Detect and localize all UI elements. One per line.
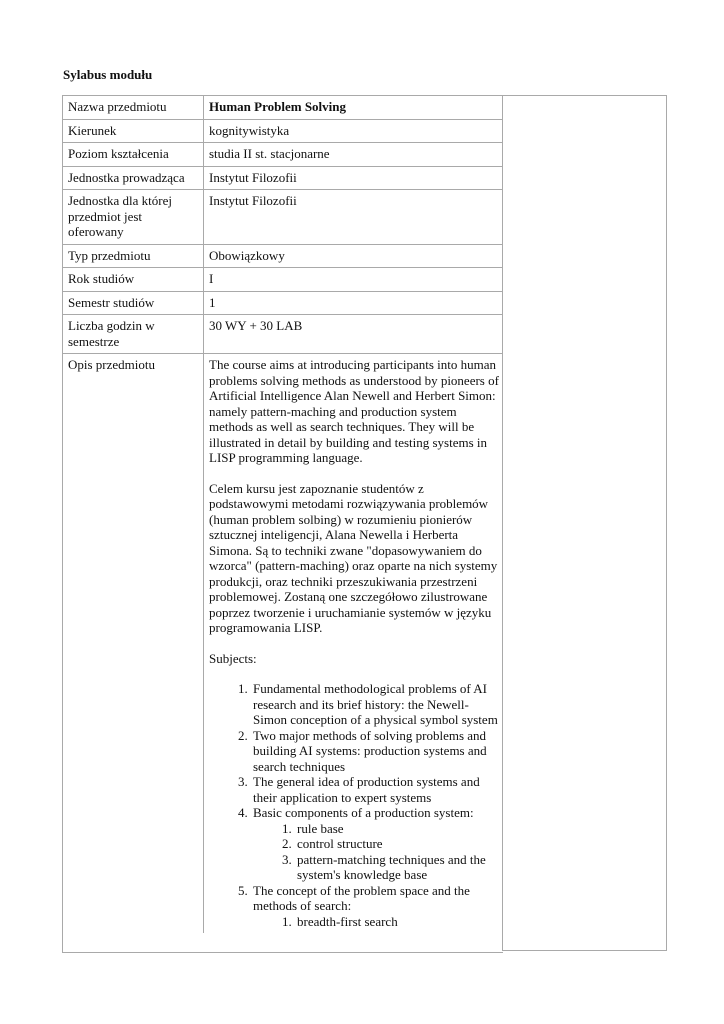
table-row (63, 166, 503, 190)
subject-text: Two major methods of solving problems and building AI systems: production systems and search techniques (253, 727, 487, 774)
syllabus-table-frame (62, 95, 503, 953)
course-name-value: Human Problem Solving (204, 96, 504, 119)
table-row (63, 315, 503, 354)
empty-side-column (502, 95, 667, 951)
table-row (63, 354, 503, 934)
list-item (251, 774, 499, 805)
table-row (63, 244, 503, 268)
row-value: Instytut Filozofii (204, 190, 504, 245)
subject-text: Basic components of a production system: (253, 805, 474, 820)
sub-item-text: breadth-first search (297, 913, 398, 929)
subjects-list (209, 681, 499, 929)
subject-text: Fundamental methodological problems of AI research and its brief history: the Newell-Simon conception of a physical symbol system (253, 681, 498, 727)
sub-list (253, 821, 499, 883)
table-row (63, 291, 503, 315)
description-polish: Celem kursu jest zapoznanie studentów z podstawowymi metodami rozwiązywania problemów (human problem solbing) w rozumieniu pionierów sztucznej inteligencji, Alana Newella i Herberta Simona. Są to techniki zwane "dopasowywaniem do wzorca" (pattern-maching) oraz oparte na nich systemy produkcji, oraz techniki przeszukiwania przestrzeni problemowej. Zostaną one szczegółowo zilustrowane poprzez tworzenie i uruchamianie systemów w języku programowania LISP. (209, 480, 498, 635)
subject-text: The concept of the problem space and the methods of search: (253, 882, 470, 913)
course-description (204, 354, 504, 934)
row-label: Typ przedmiotu (63, 244, 204, 268)
table-row (63, 96, 503, 119)
syllabus-table (63, 96, 503, 933)
list-item (295, 821, 499, 837)
row-value: kognitywistyka (204, 119, 504, 143)
row-label: Opis przedmiotu (63, 354, 204, 934)
row-value: 30 WY + 30 LAB (204, 315, 504, 354)
description-english: The course aims at introducing participants into human problems solving methods as understood by pioneers of Artificial Intelligence Alan Newell and Herbert Simon: namely pattern-maching and production system methods as well as search techniques. They will be illustrated in detail by building and testing systems in LISP programming language. (209, 357, 499, 465)
row-label: Poziom kształcenia (63, 143, 204, 167)
sub-item-text: rule base (297, 820, 344, 836)
list-item (251, 883, 499, 930)
table-row (63, 190, 503, 245)
list-item (295, 852, 499, 883)
row-value: Obowiązkowy (204, 244, 504, 268)
row-value: I (204, 268, 504, 292)
row-label: Nazwa przedmiotu (63, 96, 204, 119)
row-value: Instytut Filozofii (204, 166, 504, 190)
list-item (251, 728, 499, 775)
table-row (63, 143, 503, 167)
sub-list (253, 914, 499, 930)
list-item (251, 681, 499, 728)
subject-text: The general idea of production systems and their application to expert systems (253, 774, 480, 805)
row-label: Jednostka prowadząca (63, 166, 204, 190)
row-value: 1 (204, 291, 504, 315)
sub-item-text: pattern-matching techniques and the system's knowledge base (297, 851, 486, 882)
table-row (63, 268, 503, 292)
list-item (295, 836, 499, 852)
sub-item-text: control structure (297, 836, 383, 851)
row-label: Rok studiów (63, 268, 204, 292)
row-value: studia II st. stacjonarne (204, 143, 504, 167)
row-label: Kierunek (63, 119, 204, 143)
list-item (295, 914, 499, 930)
row-label: Jednostka dla której przedmiot jest oferowany (63, 190, 204, 245)
table-row (63, 119, 503, 143)
row-label: Semestr studiów (63, 291, 204, 315)
subjects-heading: Subjects: (209, 650, 257, 666)
list-item (251, 805, 499, 883)
page-title: Sylabus modułu (63, 67, 153, 82)
row-label: Liczba godzin w semestrze (63, 315, 204, 354)
